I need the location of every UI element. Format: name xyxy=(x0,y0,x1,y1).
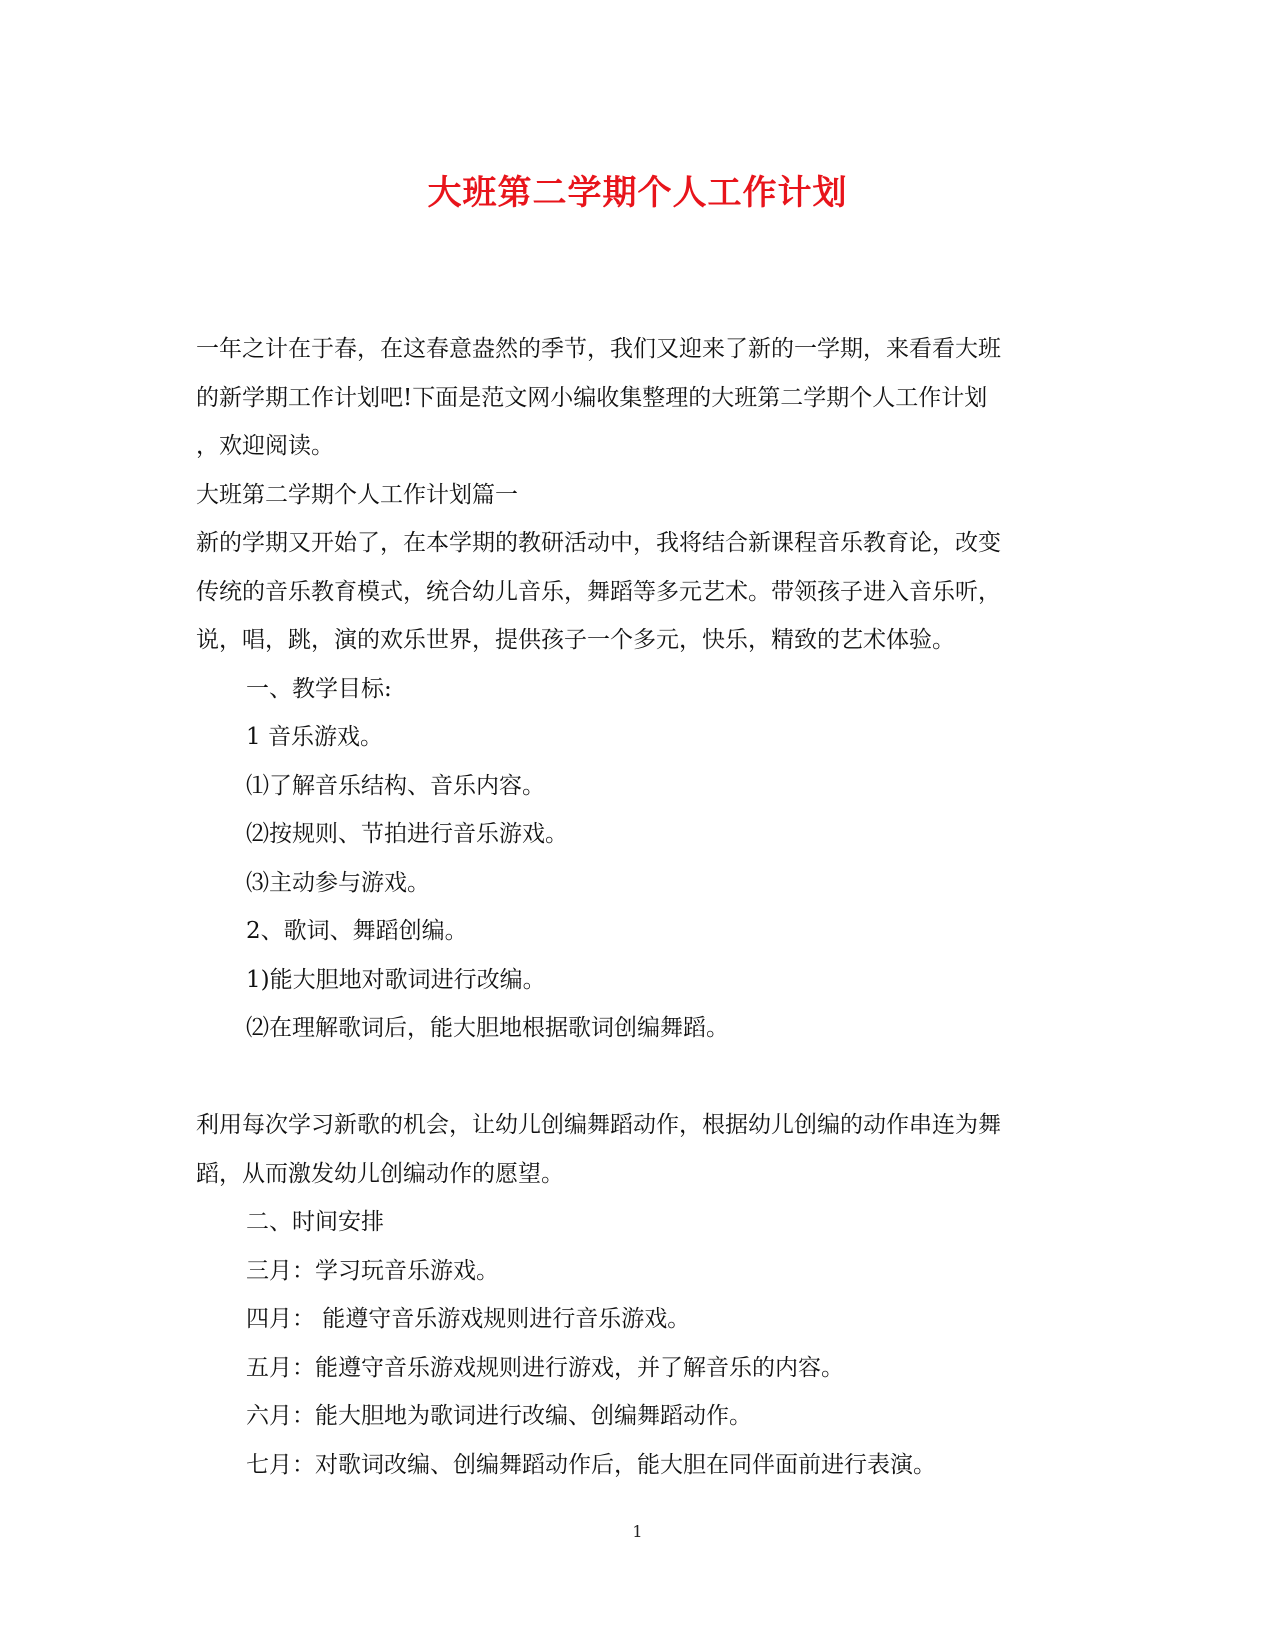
paragraph-line: 新的学期又开始了，在本学期的教研活动中，我将结合新课程音乐教育论，改变 xyxy=(196,530,1001,556)
list-item: ⑶主动参与游戏。 xyxy=(246,869,430,896)
paragraph-line: 一年之计在于春，在这春意盎然的季节，我们又迎来了新的一学期，来看看大班 xyxy=(196,336,1001,362)
list-item: ⑴了解音乐结构、音乐内容。 xyxy=(246,772,545,799)
list-item: ⑵在理解歌词后，能大胆地根据歌词创编舞蹈。 xyxy=(246,1015,729,1041)
document-title: 大班第二学期个人工作计划 xyxy=(427,173,848,213)
schedule-item: 七月：对歌词改编、创编舞蹈动作后，能大胆在同伴面前进行表演。 xyxy=(246,1451,936,1478)
paragraph-line: 蹈，从而激发幼儿创编动作的愿望。 xyxy=(196,1160,564,1187)
list-item: 1 音乐游戏。 xyxy=(246,724,383,750)
paragraph-line: 利用每次学习新歌的机会，让幼儿创编舞蹈动作，根据幼儿创编的动作串连为舞 xyxy=(196,1112,1001,1138)
document-body xyxy=(196,325,1076,1489)
paragraph-gap xyxy=(196,1053,1076,1102)
page-number: 1 xyxy=(632,1522,643,1541)
paragraph-line: 的新学期工作计划吧!下面是范文网小编收集整理的大班第二学期个人工作计划 xyxy=(196,384,988,411)
paragraph-line: 说，唱，跳，演的欢乐世界，提供孩子一个多元，快乐，精致的艺术体验。 xyxy=(196,627,955,653)
paragraph-line: ，欢迎阅读。 xyxy=(196,433,334,459)
subsection-heading: 一、教学目标: xyxy=(246,675,392,702)
subsection-heading: 二、时间安排 xyxy=(246,1209,384,1235)
list-item: 2、歌词、舞蹈创编。 xyxy=(246,918,468,944)
schedule-item: 六月：能大胆地为歌词进行改编、创编舞蹈动作。 xyxy=(246,1403,752,1429)
list-item: 1)能大胆地对歌词进行改编。 xyxy=(246,966,546,993)
schedule-item: 五月：能遵守音乐游戏规则进行游戏，并了解音乐的内容。 xyxy=(246,1354,844,1381)
schedule-item: 四月： 能遵守音乐游戏规则进行音乐游戏。 xyxy=(246,1306,691,1332)
paragraph-line: 传统的音乐教育模式，统合幼儿音乐，舞蹈等多元艺术。带领孩子进入音乐听， xyxy=(196,578,1001,605)
section-heading: 大班第二学期个人工作计划篇一 xyxy=(196,481,518,508)
list-item: ⑵按规则、节拍进行音乐游戏。 xyxy=(246,821,568,847)
schedule-item: 三月：学习玩音乐游戏。 xyxy=(246,1257,499,1284)
